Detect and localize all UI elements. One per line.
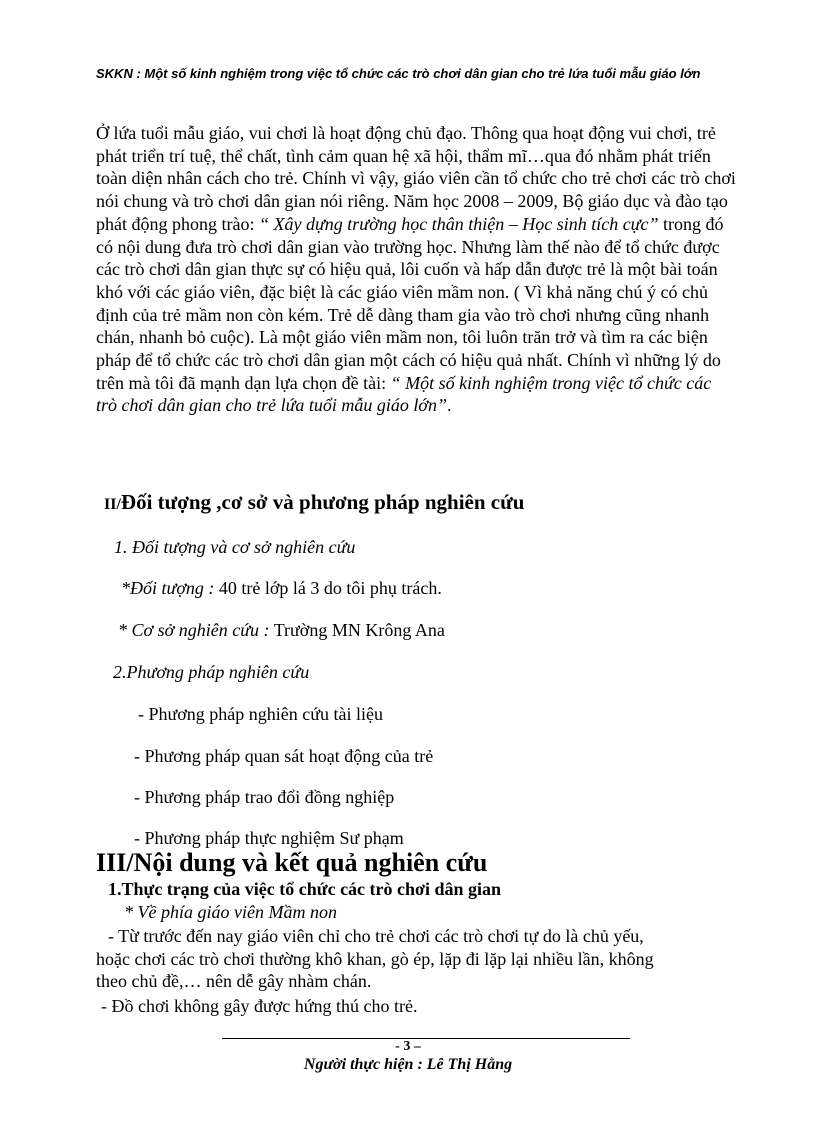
method-item: - Phương pháp trao đổi đồng nghiệp <box>134 787 395 807</box>
toys-para: - Đồ chơi không gây được hứng thú cho trẻ. <box>101 996 418 1016</box>
topic-title: “ Một số kinh nghiệm trong việc tổ chức các trò chơi dân gian cho trẻ lứa tuổi mẫu giáo lớn” <box>96 372 712 416</box>
subsection-current-status: 1.Thực trạng của việc tổ chức các trò chơi dân gian <box>108 879 502 899</box>
footer-author: Người thực hiện : Lê Thị Hằng <box>303 1056 513 1073</box>
subsection-objects-basis: 1. Đối tượng và cơ sở nghiên cứu <box>114 537 356 557</box>
intro-text-middle: trong đó có nội dung đưa trò chơi dân gian vào trường học. Nhưng làm thế nào để tổ chức được các trò chơi dân gian thực sự có hiệu quả, lôi cuốn và hấp dẫn được trẻ là một bài toán khó với các giáo viên, đặc biệt là các giáo viên mầm non. ( Vì khả năng chú ý có chủ định của trẻ mầm non còn kém. Trẻ dễ dàng tham gia vào trò chơi nhưng cũng nhanh chán, nhanh bỏ cuộc). Là một giáo viên mầm non, tôi luôn trăn trở và tìm ra các biện pháp để tổ chức các trò chơi dân gian một cách có hiệu quả nhất. Chính vì những lý do trên mà tôi đã mạnh dạn lựa chọn đề tài: <box>96 213 724 393</box>
teacher-side-heading: * Về phía giáo viên Mầm non <box>124 902 337 922</box>
status-para-line: theo chủ đề,… nên dễ gây nhàm chán. <box>96 971 372 991</box>
intro-paragraph <box>96 122 736 417</box>
running-header: SKKN : Một số kinh nghiệm trong việc tổ chức các trò chơi dân gian cho trẻ lứa tuổi mẫu giáo lớn <box>96 66 701 81</box>
intro-text-start: Ở lứa tuổi mẫu giáo, vui chơi là hoạt động chủ đạo. Thông qua hoạt động vui chơi, trẻ phát triển trí tuệ, thể chất, tình cảm quan hệ xã hội, thẩm mĩ…qua đó nhằm phát triển toàn diện nhân cách cho trẻ. Chính vì vậy, giáo viên cần tổ chức cho trẻ chơi các trò chơi nói chung và trò chơi dân gian nói riêng. Năm học 2008 – 2009, Bộ giáo dục và đào tạo phát động phong trào: <box>96 123 736 234</box>
status-para-line: - Từ trước đến nay giáo viên chỉ cho trẻ chơi các trò chơi tự do là chủ yếu, <box>108 926 644 946</box>
subsection-methods: 2.Phương pháp nghiên cứu <box>113 662 310 682</box>
research-basis: * Cơ sở nghiên cứu : Trường MN Krông Ana <box>118 620 445 640</box>
method-item: - Phương pháp thực nghiệm Sư phạm <box>134 828 404 848</box>
research-subject: *Đối tượng : 40 trẻ lớp lá 3 do tôi phụ trách. <box>121 578 442 598</box>
intro-text-end: . <box>447 395 452 416</box>
method-item: - Phương pháp nghiên cứu tài liệu <box>138 704 383 724</box>
page-number: - 3 – <box>395 1039 421 1054</box>
method-item: - Phương pháp quan sát hoạt động của trẻ <box>134 746 434 766</box>
section-2-heading: II/Đối tượng ,cơ sở và phương pháp nghiên cứu <box>104 490 525 514</box>
section-3-heading: III/Nội dung và kết quả nghiên cứu <box>96 848 488 877</box>
status-para-line: hoặc chơi các trò chơi thường khô khan, gò ép, lặp đi lặp lại nhiều lần, không <box>96 949 654 969</box>
movement-name: “ Xây dựng trường học thân thiện – Học sinh tích cực” <box>258 213 659 234</box>
